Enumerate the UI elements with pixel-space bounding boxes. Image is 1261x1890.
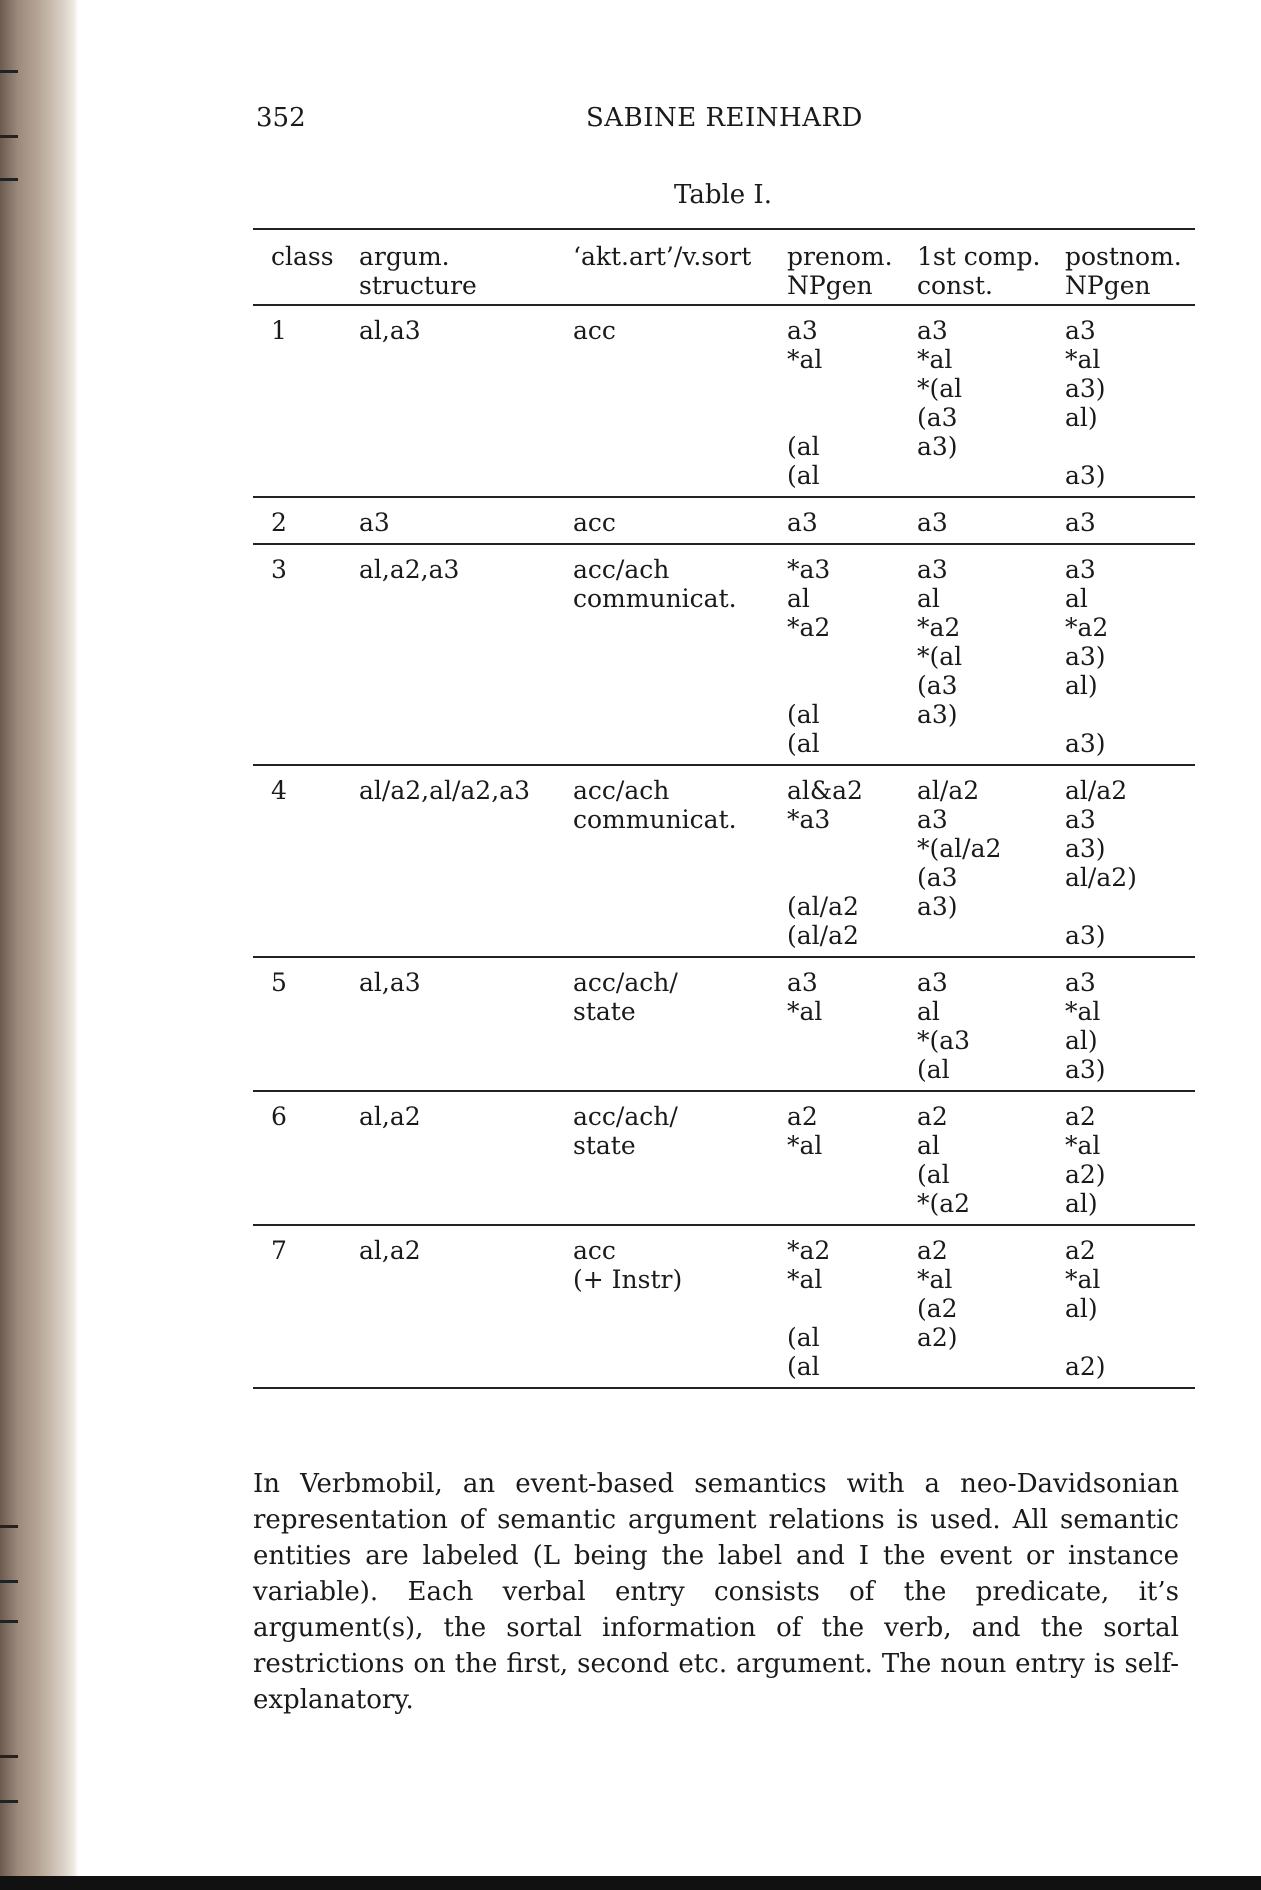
cell-line: al,a2,a3 — [359, 555, 460, 584]
cell-postnom — [1065, 957, 1195, 1091]
cell-line — [1065, 1323, 1195, 1352]
cell-line: *a2 — [917, 613, 961, 642]
cell-postnom — [1065, 1091, 1195, 1225]
cell-line: a3 — [1065, 805, 1096, 834]
cell-first — [917, 544, 1065, 765]
cell-akt — [573, 765, 787, 957]
running-head-author: SABINE REINHARD — [586, 103, 863, 133]
cell-prenom — [787, 1225, 917, 1388]
cell-line — [917, 729, 1065, 758]
header-line: argum. — [359, 242, 450, 271]
cell-first — [917, 765, 1065, 957]
cell-line: a3) — [1065, 374, 1106, 403]
cell-line: *a2 — [787, 1236, 831, 1265]
header-argum — [359, 229, 573, 305]
cell-line: (a3 — [917, 671, 958, 700]
cell-line: (al — [787, 729, 820, 758]
cell-postnom — [1065, 1225, 1195, 1388]
cell-line: 5 — [271, 968, 287, 997]
cell-line: (al — [787, 432, 820, 461]
cell-line — [787, 863, 917, 892]
cell-line: al) — [1065, 671, 1098, 700]
table-row — [253, 765, 1195, 957]
cell-argum — [359, 1091, 573, 1225]
cell-line: (al/a2 — [787, 921, 859, 950]
cell-prenom — [787, 765, 917, 957]
cell-line: al — [1065, 584, 1088, 613]
page-number: 352 — [256, 103, 306, 133]
header-line: const. — [917, 271, 993, 300]
cell-line: (a2 — [917, 1294, 958, 1323]
cell-prenom — [787, 957, 917, 1091]
cell-line: al,a3 — [359, 968, 421, 997]
cell-line: *al — [1065, 1131, 1101, 1160]
cell-line: *al — [1065, 345, 1101, 374]
table-body — [253, 305, 1195, 1388]
cell-line: a3 — [917, 805, 948, 834]
cell-first — [917, 305, 1065, 497]
cell-line: al — [917, 997, 940, 1026]
cell-line: a3) — [1065, 642, 1106, 671]
cell-akt — [573, 1091, 787, 1225]
cell-line: (al — [917, 1160, 950, 1189]
cell-class — [253, 305, 359, 497]
scan-bottom-edge — [0, 1876, 1261, 1890]
cell-argum — [359, 957, 573, 1091]
cell-first — [917, 1225, 1065, 1388]
cell-postnom — [1065, 765, 1195, 957]
cell-line: (a3 — [917, 403, 958, 432]
cell-line: communicat. — [573, 584, 737, 613]
cell-line: a2 — [1065, 1102, 1096, 1131]
cell-line: acc/ach/ — [573, 1102, 678, 1131]
table-row — [253, 1091, 1195, 1225]
cell-line: communicat. — [573, 805, 737, 834]
header-line: prenom. — [787, 242, 893, 271]
cell-line — [1065, 700, 1195, 729]
cell-line: al,a3 — [359, 316, 421, 345]
cell-line: (al — [917, 1055, 950, 1084]
cell-akt — [573, 957, 787, 1091]
cell-line: al) — [1065, 1294, 1098, 1323]
cell-postnom — [1065, 544, 1195, 765]
cell-line: a2 — [917, 1102, 948, 1131]
cell-argum — [359, 1225, 573, 1388]
cell-line — [787, 374, 917, 403]
cell-line: 2 — [271, 508, 287, 537]
cell-line: al/a2 — [917, 776, 980, 805]
table-row — [253, 957, 1195, 1091]
cell-line: *(a2 — [917, 1189, 971, 1218]
cell-line: (al — [787, 1352, 820, 1381]
cell-line — [1065, 432, 1195, 461]
cell-line: al,a2 — [359, 1102, 421, 1131]
cell-class — [253, 544, 359, 765]
cell-line — [1065, 892, 1195, 921]
cell-postnom — [1065, 305, 1195, 497]
cell-line: a3 — [787, 968, 818, 997]
header-line: 1st comp. — [917, 242, 1041, 271]
cell-class — [253, 957, 359, 1091]
cell-line: a3) — [917, 700, 958, 729]
cell-line: 6 — [271, 1102, 287, 1131]
header-line: structure — [359, 271, 477, 300]
header-line: postnom. — [1065, 242, 1182, 271]
cell-line: *al — [917, 1265, 953, 1294]
cell-line — [917, 1352, 1065, 1381]
table-row — [253, 497, 1195, 544]
cell-first — [917, 957, 1065, 1091]
cell-line: *al — [787, 1131, 823, 1160]
cell-line: *al — [787, 1265, 823, 1294]
table-header-row — [253, 229, 1195, 305]
header-postnom — [1065, 229, 1195, 305]
cell-argum — [359, 497, 573, 544]
cell-line: al — [917, 1131, 940, 1160]
cell-line: al/a2) — [1065, 863, 1137, 892]
cell-line: a3) — [1065, 461, 1106, 490]
cell-line: al/a2 — [1065, 776, 1128, 805]
cell-line: *al — [1065, 1265, 1101, 1294]
cell-line: a3 — [917, 316, 948, 345]
cell-line: a3) — [917, 432, 958, 461]
cell-argum — [359, 765, 573, 957]
cell-line: a3) — [1065, 834, 1106, 863]
cell-line: al — [917, 584, 940, 613]
header-first-comp — [917, 229, 1065, 305]
cell-line: (al — [787, 461, 820, 490]
cell-line — [787, 834, 917, 863]
cell-line: a3 — [787, 316, 818, 345]
book-binding-edge — [0, 0, 78, 1890]
cell-line: acc — [573, 1236, 616, 1265]
cell-line: al,a2 — [359, 1236, 421, 1265]
cell-line: (al — [787, 700, 820, 729]
cell-line: *al — [787, 997, 823, 1026]
cell-line: a2 — [917, 1236, 948, 1265]
header-line: NPgen — [1065, 271, 1151, 300]
cell-line: al) — [1065, 1189, 1098, 1218]
cell-line: al) — [1065, 1026, 1098, 1055]
cell-line: acc — [573, 508, 616, 537]
cell-line: a3 — [1065, 968, 1096, 997]
cell-line: (a3 — [917, 863, 958, 892]
cell-line: state — [573, 997, 636, 1026]
cell-akt — [573, 544, 787, 765]
cell-line: a3) — [1065, 1055, 1106, 1084]
cell-line: acc — [573, 316, 616, 345]
cell-line — [787, 671, 917, 700]
cell-line — [787, 642, 917, 671]
body-paragraph: In Verbmobil, an event-based semantics with a neo-Davidsonian representation of semantic argument relations is used. All semantic entities are labeled (L being the label and I the event or instance variable). Each verbal entry consists of the predicate, it’s argument(s), the sortal information of the verb, and the sortal restrictions on the first, second etc. argument. The noun entry is self-explanatory. — [253, 1469, 1179, 1715]
cell-class — [253, 1225, 359, 1388]
cell-line: a3 — [787, 508, 818, 537]
cell-line: *a3 — [787, 555, 831, 584]
cell-line: a3 — [917, 968, 948, 997]
header-class — [253, 229, 359, 305]
cell-class — [253, 765, 359, 957]
cell-argum — [359, 305, 573, 497]
table-row — [253, 1225, 1195, 1388]
cell-akt — [573, 305, 787, 497]
cell-line: (al/a2 — [787, 892, 859, 921]
cell-line: a2 — [787, 1102, 818, 1131]
cell-line: *al — [787, 345, 823, 374]
header-line: ‘akt.art’/v.sort — [573, 242, 752, 271]
cell-first — [917, 1091, 1065, 1225]
cell-postnom — [1065, 497, 1195, 544]
cell-line: a3) — [1065, 729, 1106, 758]
cell-line: 3 — [271, 555, 287, 584]
cell-line — [917, 921, 1065, 950]
cell-line: al&a2 — [787, 776, 863, 805]
cell-line — [917, 461, 1065, 490]
cell-first — [917, 497, 1065, 544]
cell-line: *a3 — [787, 805, 831, 834]
cell-line: al — [787, 584, 810, 613]
cell-prenom — [787, 544, 917, 765]
table-row — [253, 544, 1195, 765]
cell-line: a2) — [1065, 1352, 1106, 1381]
cell-line: *a2 — [787, 613, 831, 642]
cell-prenom — [787, 305, 917, 497]
header-prenom — [787, 229, 917, 305]
cell-line: *(a3 — [917, 1026, 971, 1055]
cell-akt — [573, 497, 787, 544]
cell-line: *(al — [917, 642, 963, 671]
cell-akt — [573, 1225, 787, 1388]
cell-prenom — [787, 1091, 917, 1225]
cell-line: a3 — [1065, 508, 1096, 537]
cell-line: (al — [787, 1323, 820, 1352]
header-akt-art — [573, 229, 787, 305]
argument-structure-table — [253, 228, 1195, 1389]
cell-line: 7 — [271, 1236, 287, 1265]
table-caption: Table I. — [674, 180, 772, 210]
cell-class — [253, 497, 359, 544]
cell-line: a2) — [917, 1323, 958, 1352]
cell-line: a3 — [917, 555, 948, 584]
cell-argum — [359, 544, 573, 765]
cell-line: a3 — [359, 508, 390, 537]
header-line: NPgen — [787, 271, 873, 300]
cell-line: state — [573, 1131, 636, 1160]
cell-line: *(al — [917, 374, 963, 403]
cell-line: al) — [1065, 403, 1098, 432]
cell-line: a2) — [1065, 1160, 1106, 1189]
cell-class — [253, 1091, 359, 1225]
table-row — [253, 305, 1195, 497]
header-line: class — [271, 242, 334, 271]
cell-line: *al — [917, 345, 953, 374]
cell-line: al/a2,al/a2,a3 — [359, 776, 530, 805]
cell-line: acc/ach/ — [573, 968, 678, 997]
cell-line: a3) — [1065, 921, 1106, 950]
cell-line: acc/ach — [573, 776, 670, 805]
cell-prenom — [787, 497, 917, 544]
cell-line: a3 — [917, 508, 948, 537]
cell-line: 1 — [271, 316, 287, 345]
cell-line: *al — [1065, 997, 1101, 1026]
cell-line: a3) — [917, 892, 958, 921]
cell-line: 4 — [271, 776, 287, 805]
cell-line: *a2 — [1065, 613, 1109, 642]
cell-line: (+ Instr) — [573, 1265, 683, 1294]
cell-line: a3 — [1065, 316, 1096, 345]
cell-line — [787, 1294, 917, 1323]
cell-line: a2 — [1065, 1236, 1096, 1265]
cell-line — [787, 403, 917, 432]
cell-line: acc/ach — [573, 555, 670, 584]
cell-line: a3 — [1065, 555, 1096, 584]
cell-line: *(al/a2 — [917, 834, 1002, 863]
